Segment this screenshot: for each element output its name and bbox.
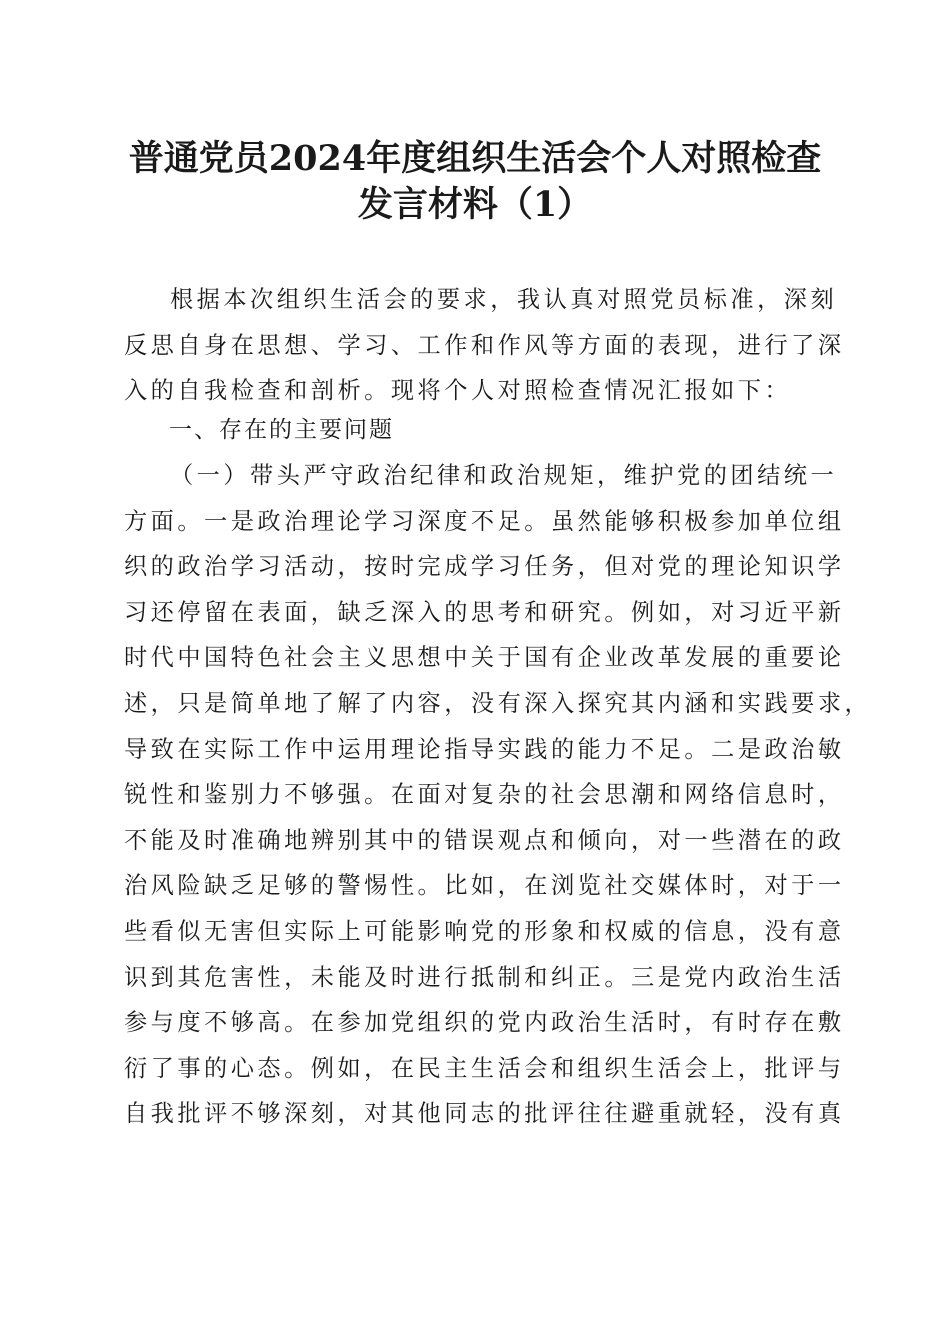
- body-line: 些看似无害但实际上可能影响党的形象和权威的信息，没有意: [124, 918, 845, 945]
- body-line: 治风险缺乏足够的警惕性。比如，在浏览社交媒体时，对于一: [124, 872, 845, 900]
- title-line-2: 发言材料（1）: [357, 184, 593, 225]
- body-line: 述，只是简单地了解了内容，没有深入探究其内涵和实践要求，: [124, 690, 872, 717]
- body-line: 锐性和鉴别力不够强。在面对复杂的社会思潮和网络信息时，: [124, 781, 845, 809]
- body-line: （一）带头严守政治纪律和政治规矩，维护党的团结统一: [170, 462, 838, 489]
- body-line: 自我批评不够深刻，对其他同志的批评往往避重就轻，没有真: [124, 1100, 845, 1128]
- body-line: 习还停留在表面，缺乏深入的思考和研究。例如，对习近平新: [124, 598, 845, 626]
- section-heading: 一、存在的主要问题: [169, 417, 394, 443]
- body-line: 不能及时准确地辨别其中的错误观点和倾向，对一些潜在的政: [124, 826, 845, 854]
- intro-line: 根据本次组织生活会的要求，我认真对照党员标准，深刻: [170, 286, 838, 313]
- title-line-1: 普通党员2024年度组织生活会个人对照检查: [128, 138, 822, 179]
- body-line: 参与度不够高。在参加党组织的党内政治生活时，有时存在敷: [124, 1009, 845, 1037]
- body-line: 导致在实际工作中运用理论指导实践的能力不足。二是政治敏: [124, 735, 845, 763]
- intro-line: 反思自身在思想、学习、工作和作风等方面的表现，进行了深: [124, 331, 845, 359]
- body-line: 识到其危害性，未能及时进行抵制和纠正。三是党内政治生活: [124, 963, 845, 991]
- body-line: 织的政治学习活动，按时完成学习任务，但对党的理论知识学: [124, 553, 845, 581]
- body-line: 衍了事的心态。例如，在民主生活会和组织生活会上，批评与: [124, 1054, 845, 1082]
- body-line: 方面。一是政治理论学习深度不足。虽然能够积极参加单位组: [124, 507, 845, 535]
- body-line: 时代中国特色社会主义思想中关于国有企业改革发展的重要论: [124, 644, 845, 672]
- intro-line: 入的自我检查和剖析。现将个人对照检查情况汇报如下：: [124, 377, 792, 405]
